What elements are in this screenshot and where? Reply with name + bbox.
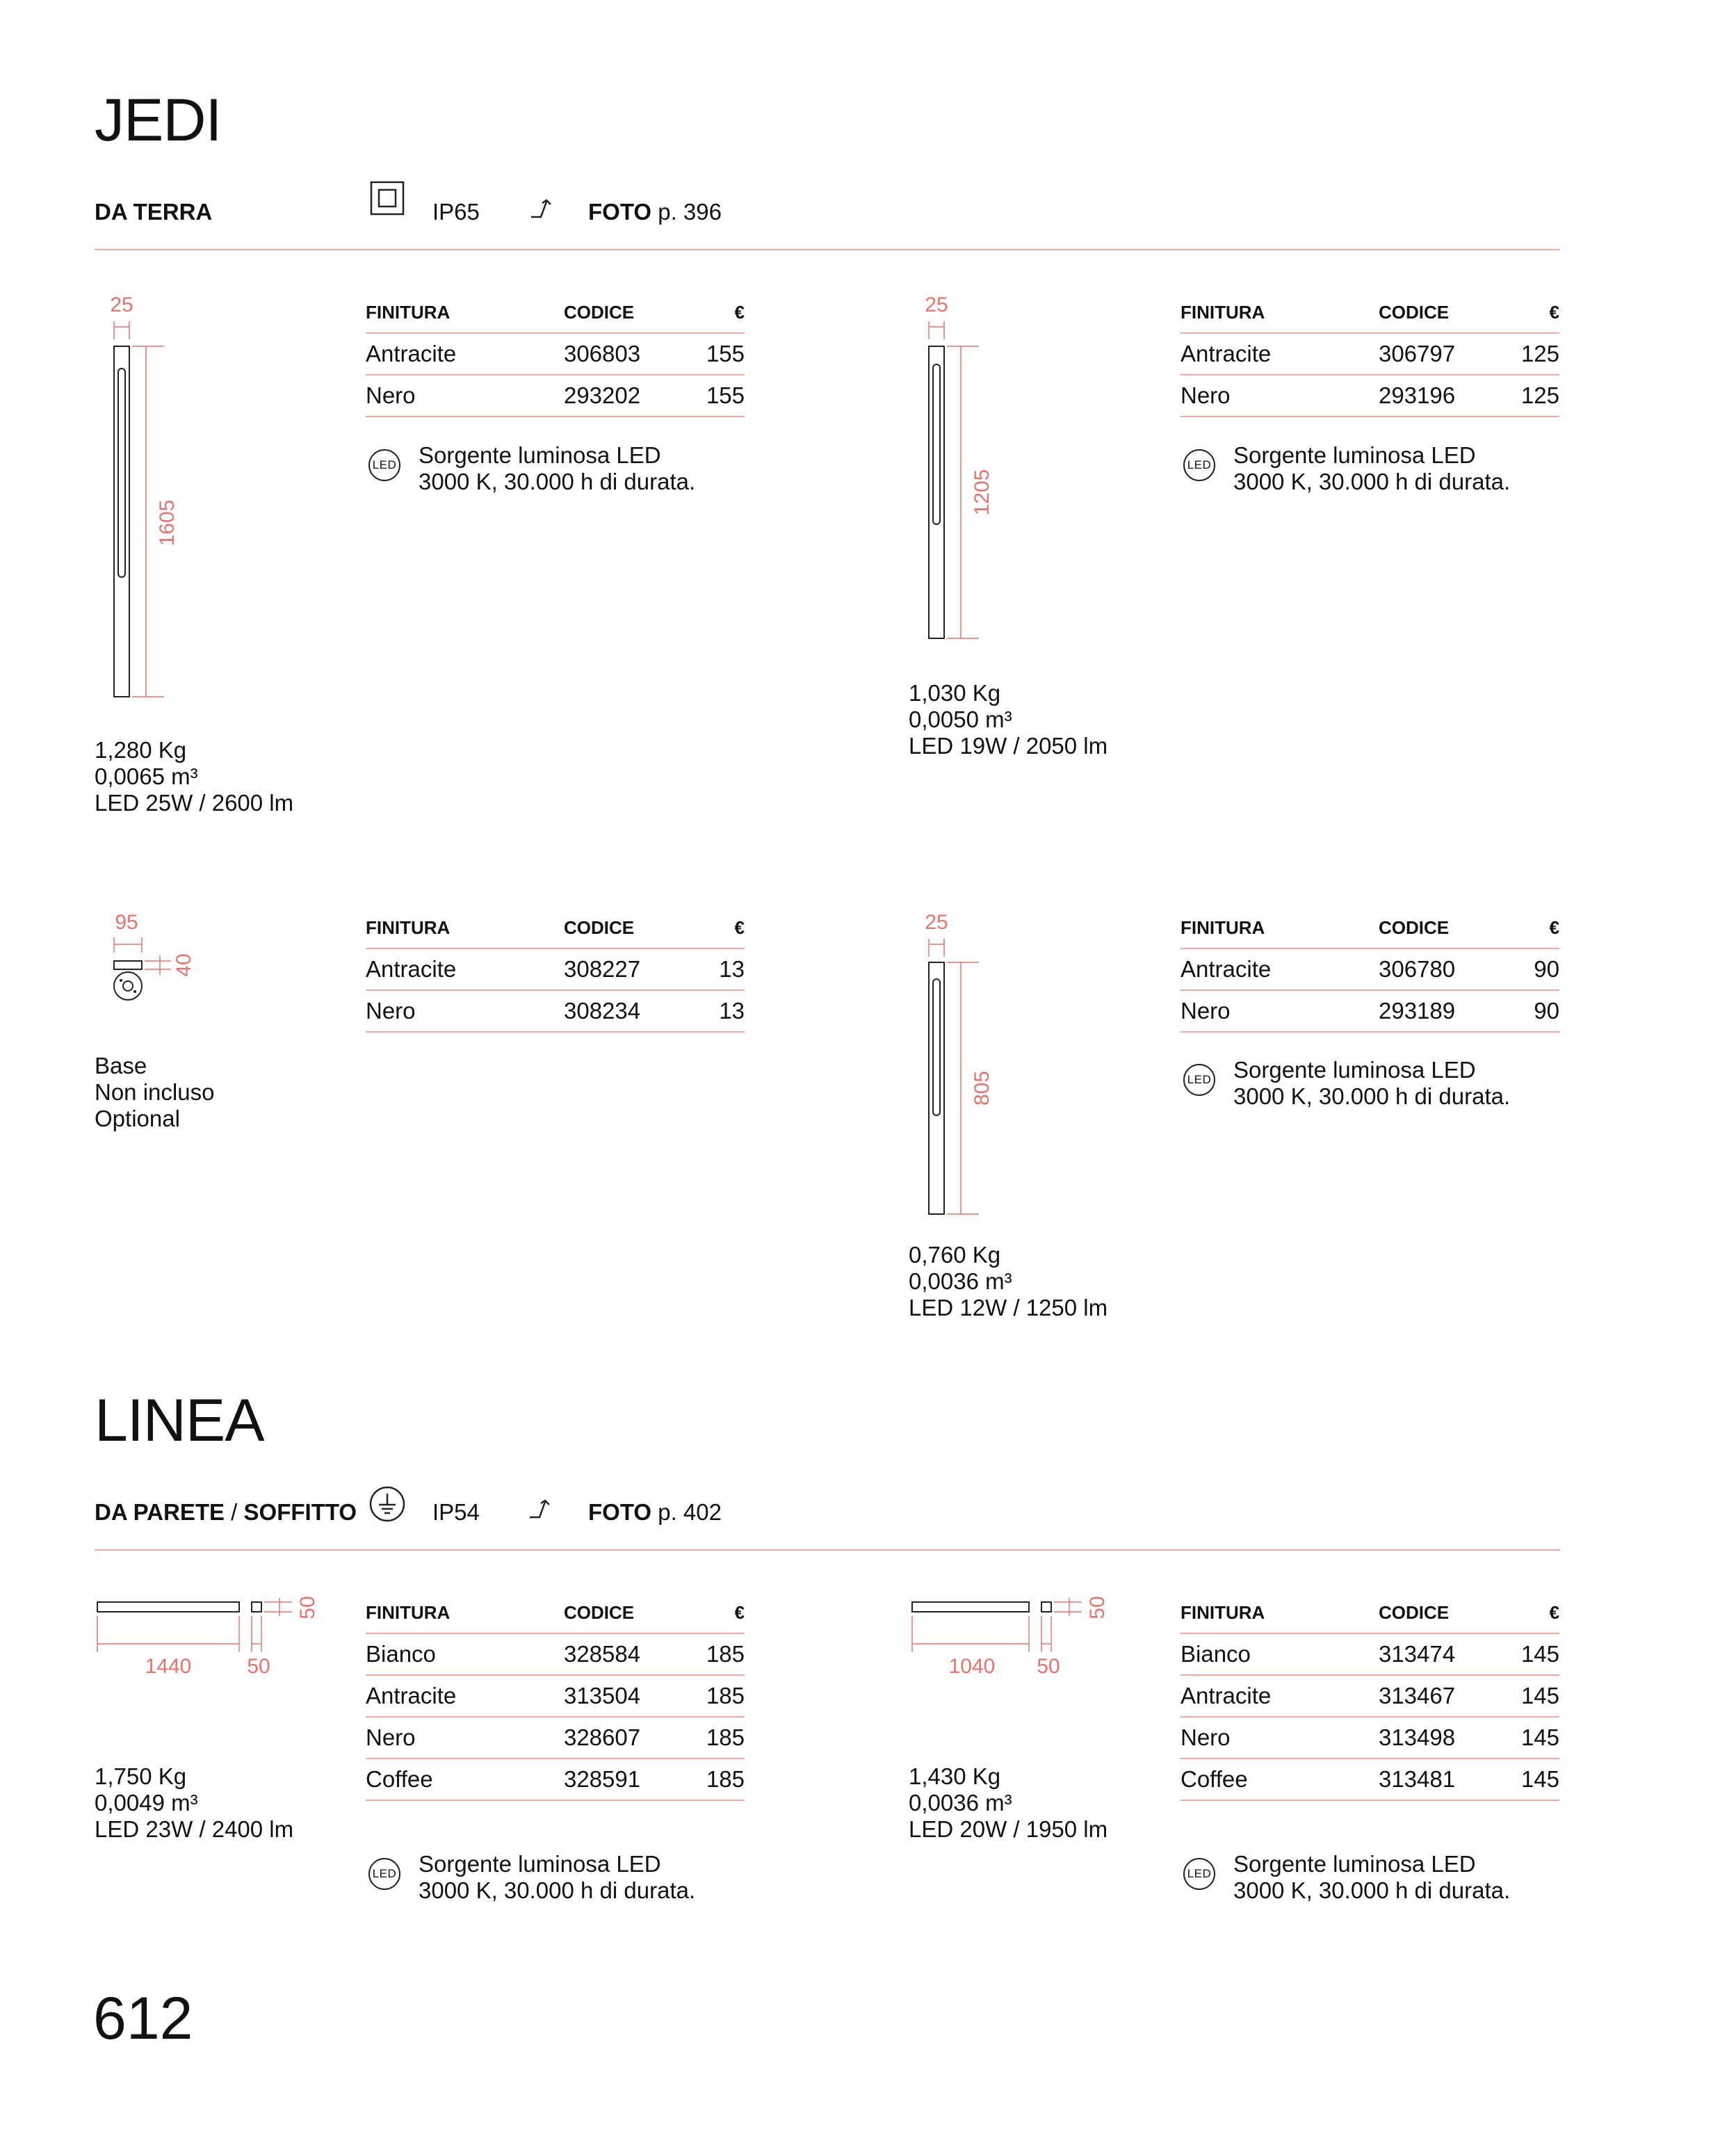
product-specs [909, 680, 1108, 759]
spec-power: LED 23W / 2400 lm [95, 1816, 294, 1842]
finish-cell: Antracite [1181, 1683, 1272, 1708]
photo-page: p. 396 [658, 199, 722, 225]
price-cell: 125 [1520, 382, 1559, 408]
table-header [366, 292, 745, 334]
led-note-line: Sorgente luminosa LED [1233, 442, 1476, 468]
table-row [366, 1634, 745, 1676]
led-note-line: Sorgente luminosa LED [1233, 1851, 1476, 1877]
column-header: FINITURA [366, 301, 451, 323]
finish-cell: Nero [1181, 1724, 1231, 1750]
finish-cell: Nero [366, 1724, 416, 1750]
table-row [366, 991, 745, 1033]
led-note [1233, 1851, 1510, 1904]
code-cell: 313474 [1378, 1641, 1456, 1667]
dim-label: 1605 [156, 499, 179, 547]
finish-cell: Nero [366, 382, 416, 408]
column-header: € [734, 916, 745, 938]
column-header: CODICE [564, 301, 635, 323]
dim-label: 1205 [971, 469, 993, 516]
led-note-line: 3000 K, 30.000 h di durata. [419, 1877, 696, 1903]
finish-cell: Antracite [1181, 341, 1272, 366]
price-cell: 185 [706, 1683, 745, 1708]
led-icon: LED [1183, 1064, 1215, 1096]
section-divider [95, 249, 1560, 250]
photo-reference[interactable] [588, 200, 722, 223]
led-note-line: 3000 K, 30.000 h di durata. [1233, 1083, 1511, 1109]
finish-cell: Bianco [366, 1641, 436, 1667]
table-row [1181, 1759, 1559, 1801]
product-specs [95, 1763, 293, 1843]
spec-volume: 0,0036 m³ [909, 1268, 1012, 1294]
dim-label: 1040 [948, 1655, 996, 1678]
dim-label: 25 [925, 911, 948, 934]
spec-volume: 0,0036 m³ [909, 1790, 1012, 1816]
product-drawing-jedi-1205 [912, 286, 1016, 648]
ip-rating: IP65 [432, 199, 480, 225]
section-divider [95, 1549, 1560, 1551]
photo-label: FOTO [588, 1499, 652, 1525]
column-header: € [1549, 1601, 1559, 1623]
finish-cell: Antracite [366, 1683, 457, 1708]
dim-label: 25 [110, 293, 133, 316]
price-table [1181, 292, 1559, 417]
product-specs [95, 737, 293, 816]
photo-reference[interactable] [588, 1501, 722, 1523]
product-drawing-jedi-805 [912, 904, 1016, 1224]
code-cell: 293202 [563, 382, 641, 408]
product-specs [95, 1053, 214, 1132]
photo-page: p. 402 [658, 1499, 722, 1525]
led-icon: LED [1183, 449, 1215, 481]
price-cell: 145 [1520, 1724, 1559, 1750]
table-row [1181, 375, 1559, 417]
spec-power: LED 19W / 2050 lm [909, 733, 1108, 759]
mount-type-separator: / [225, 1499, 244, 1525]
table-header [366, 907, 745, 949]
code-cell: 328591 [563, 1766, 641, 1792]
finish-cell: Antracite [366, 341, 457, 366]
table-row [1181, 949, 1559, 991]
dim-label: 1440 [145, 1655, 192, 1678]
price-table [1181, 907, 1559, 1033]
finish-cell: Coffee [1181, 1766, 1248, 1792]
table-row [1181, 1634, 1559, 1676]
table-row [366, 1676, 745, 1717]
column-header: FINITURA [1181, 916, 1265, 938]
code-cell: 308227 [564, 956, 641, 982]
price-table [1181, 1592, 1559, 1801]
column-header: FINITURA [366, 1601, 451, 1623]
spec-weight: 1,430 Kg [909, 1763, 1001, 1789]
column-header: CODICE [1379, 301, 1450, 323]
led-icon: LED [368, 449, 400, 481]
section-title-linea: LINEA [95, 1387, 264, 1454]
dim-label: 25 [925, 293, 948, 316]
product-specs [909, 1242, 1108, 1321]
table-header [1181, 1592, 1559, 1634]
finish-cell: Nero [1181, 382, 1231, 408]
code-cell: 313504 [563, 1683, 641, 1708]
code-cell: 328584 [563, 1641, 641, 1667]
dim-label: 50 [296, 1596, 319, 1619]
finish-cell: Antracite [366, 956, 457, 982]
table-row [366, 334, 745, 375]
led-note-line: 3000 K, 30.000 h di durata. [419, 469, 696, 494]
code-cell: 308234 [564, 998, 641, 1024]
column-header: FINITURA [1181, 1601, 1265, 1623]
led-icon: LED [1183, 1858, 1215, 1890]
column-header: CODICE [1379, 1601, 1450, 1623]
led-note [1233, 1057, 1510, 1110]
led-note [1233, 442, 1510, 495]
led-note-line: 3000 K, 30.000 h di durata. [1233, 1877, 1511, 1903]
price-table [366, 292, 745, 417]
column-header: CODICE [564, 916, 635, 938]
price-cell: 155 [706, 341, 745, 366]
column-header: € [1549, 916, 1559, 938]
table-row [366, 1759, 745, 1801]
code-cell: 328607 [563, 1724, 641, 1750]
ip-rating: IP54 [432, 1499, 480, 1525]
price-table [366, 907, 745, 1033]
code-cell: 306780 [1379, 956, 1456, 982]
page-number: 612 [93, 1985, 193, 2052]
spec-weight: 1,750 Kg [95, 1763, 187, 1789]
table-row [1181, 334, 1559, 375]
column-header: € [734, 301, 745, 323]
column-header: FINITURA [1181, 301, 1265, 323]
spec-volume: 0,0065 m³ [95, 763, 198, 789]
photo-label: FOTO [588, 199, 652, 225]
table-row [1181, 1717, 1559, 1759]
code-cell: 306803 [563, 341, 641, 366]
earth-ground-icon [368, 1485, 406, 1523]
spec-volume: 0,0050 m³ [909, 706, 1012, 732]
mount-type-secondary: SOFFITTO [243, 1499, 357, 1525]
spec-power: LED 20W / 1950 lm [909, 1816, 1108, 1842]
dim-label: 805 [971, 1070, 993, 1106]
led-note-line: Sorgente luminosa LED [419, 442, 661, 468]
dim-label: 50 [1086, 1596, 1109, 1619]
code-cell: 313481 [1378, 1766, 1456, 1792]
arrow-up-right-icon [528, 1496, 556, 1524]
column-header: € [1549, 301, 1559, 323]
finish-cell: Antracite [1181, 956, 1272, 982]
price-cell: 185 [706, 1641, 745, 1667]
spec-line: Optional [95, 1106, 180, 1131]
price-cell: 145 [1520, 1683, 1559, 1708]
spec-power: LED 25W / 2600 lm [95, 790, 294, 816]
section-title-jedi: JEDI [95, 87, 222, 154]
double-square-icon [370, 181, 405, 216]
dim-label: 50 [1037, 1655, 1060, 1678]
finish-cell: Nero [366, 998, 416, 1024]
table-header [366, 1592, 745, 1634]
code-cell: 306797 [1378, 341, 1456, 366]
price-cell: 155 [706, 382, 745, 408]
led-note [419, 442, 695, 495]
spec-weight: 0,760 Kg [909, 1242, 1001, 1268]
product-drawing-base [97, 904, 216, 1008]
column-header: CODICE [564, 1601, 635, 1623]
led-icon: LED [368, 1858, 400, 1890]
finish-cell: Bianco [1181, 1641, 1251, 1667]
mount-type: DA TERRA [95, 199, 213, 225]
product-drawing-linea-1040 [909, 1585, 1146, 1683]
spec-line: Base [95, 1053, 147, 1078]
mount-type [95, 1501, 357, 1523]
spec-line: Non incluso [95, 1079, 215, 1105]
table-row [366, 949, 745, 991]
dim-label: 40 [172, 953, 195, 977]
dim-label: 50 [247, 1655, 270, 1678]
column-header: CODICE [1379, 916, 1450, 938]
code-cell: 293196 [1378, 382, 1456, 408]
table-row [366, 1717, 745, 1759]
arrow-up-right-icon [530, 196, 558, 224]
product-drawing-linea-1440 [95, 1585, 331, 1683]
spec-weight: 1,280 Kg [95, 737, 187, 763]
table-header [1181, 907, 1559, 949]
product-specs [909, 1763, 1108, 1843]
code-cell: 293189 [1379, 998, 1456, 1024]
table-row [366, 375, 745, 417]
led-note-line: 3000 K, 30.000 h di durata. [1233, 469, 1511, 494]
spec-weight: 1,030 Kg [909, 680, 1001, 706]
finish-cell: Nero [1181, 998, 1231, 1024]
table-header [1181, 292, 1559, 334]
price-table [366, 1592, 745, 1801]
dim-label: 95 [115, 911, 138, 934]
code-cell: 313467 [1378, 1683, 1456, 1708]
price-cell: 90 [1534, 998, 1559, 1024]
price-cell: 90 [1534, 956, 1559, 982]
price-cell: 185 [706, 1724, 745, 1750]
product-drawing-jedi-1605 [97, 286, 202, 704]
spec-volume: 0,0049 m³ [95, 1790, 198, 1816]
price-cell: 125 [1520, 341, 1559, 366]
price-cell: 13 [719, 998, 745, 1024]
column-header: € [734, 1601, 745, 1623]
led-note [419, 1851, 695, 1904]
code-cell: 313498 [1378, 1724, 1456, 1750]
led-note-line: Sorgente luminosa LED [1233, 1057, 1476, 1083]
finish-cell: Coffee [366, 1766, 433, 1792]
led-note-line: Sorgente luminosa LED [419, 1851, 661, 1877]
price-cell: 145 [1520, 1766, 1559, 1792]
price-cell: 145 [1520, 1641, 1559, 1667]
table-row [1181, 1676, 1559, 1717]
spec-power: LED 12W / 1250 lm [909, 1295, 1108, 1320]
mount-type-primary: DA PARETE [95, 1499, 225, 1525]
table-row [1181, 991, 1559, 1033]
price-cell: 185 [706, 1766, 745, 1792]
price-cell: 13 [719, 956, 745, 982]
column-header: FINITURA [366, 916, 451, 938]
